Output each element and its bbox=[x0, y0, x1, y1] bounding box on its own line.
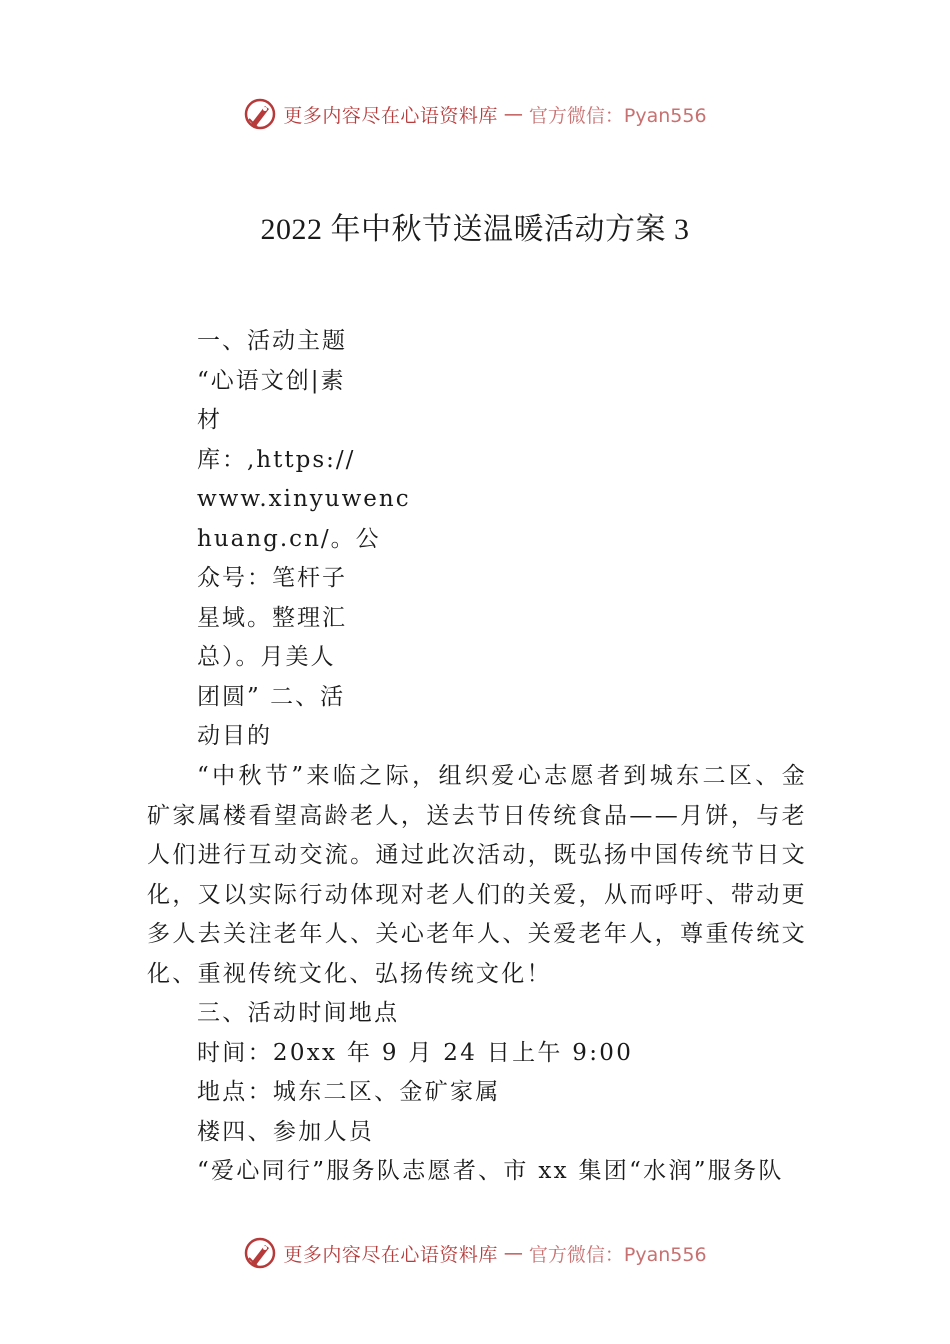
narrow-line: “心语文创|素 bbox=[197, 367, 346, 394]
narrow-line: 动目的 bbox=[197, 723, 272, 749]
narrow-line: 星域。整理汇 bbox=[197, 604, 347, 631]
section-heading: 三、活动时间地点 bbox=[197, 1000, 400, 1026]
banner-text: 更多内容尽在心语资料库 bbox=[283, 104, 498, 127]
document-title: 2022 年中秋节送温暖活动方案 3 bbox=[260, 213, 690, 246]
document-body bbox=[147, 757, 807, 1192]
section-heading: 楼四、参加人员 bbox=[197, 1118, 375, 1145]
narrow-line: www.xinyuwenc bbox=[197, 486, 411, 512]
pen-nib-seal-icon bbox=[243, 97, 277, 131]
pen-nib-seal-icon bbox=[243, 1236, 277, 1270]
narrow-line: 材 bbox=[197, 407, 222, 433]
banner-wechat: 官方微信：Pyan556 bbox=[528, 1243, 707, 1266]
purpose-paragraph: “中秋节”来临之际，组织爱心志愿者到城东二区、金矿家属楼看望高龄老人，送去节日传统食品——月饼，与老人们进行互动交流。通过此次活动，既弘扬中国传统节日文化，又以实际行动体现对老人们的关爱，从而呼吁、带动更多人去关注老年人、关心老年人、关爱老年人，尊重传统文化、重视传统文化、弘扬传统文化！ bbox=[147, 763, 807, 987]
footer-banner bbox=[0, 1233, 950, 1273]
narrow-line: 库：,https:// bbox=[197, 446, 356, 473]
banner-text: 更多内容尽在心语资料库 bbox=[283, 1243, 498, 1266]
narrow-text-block bbox=[197, 322, 411, 757]
narrow-line: 团圆” 二、活 bbox=[197, 683, 346, 710]
banner-wechat: 官方微信：Pyan556 bbox=[528, 104, 707, 127]
time-line: 时间：20xx 年 9 月 24 日上午 9:00 bbox=[197, 1039, 634, 1066]
narrow-line: 一、活动主题 bbox=[197, 328, 347, 354]
participants-line: “爱心同行”服务队志愿者、市 xx 集团“水润”服务队 bbox=[197, 1158, 784, 1184]
banner-separator: — bbox=[503, 1242, 523, 1264]
narrow-line: 众号：笔杆子 bbox=[197, 565, 347, 591]
header-banner bbox=[0, 94, 950, 134]
banner-separator: — bbox=[503, 103, 523, 125]
place-line: 地点：城东二区、金矿家属 bbox=[197, 1079, 501, 1105]
narrow-line: 总）。月美人 bbox=[197, 644, 336, 670]
narrow-line: huang.cn/。公 bbox=[197, 525, 381, 552]
